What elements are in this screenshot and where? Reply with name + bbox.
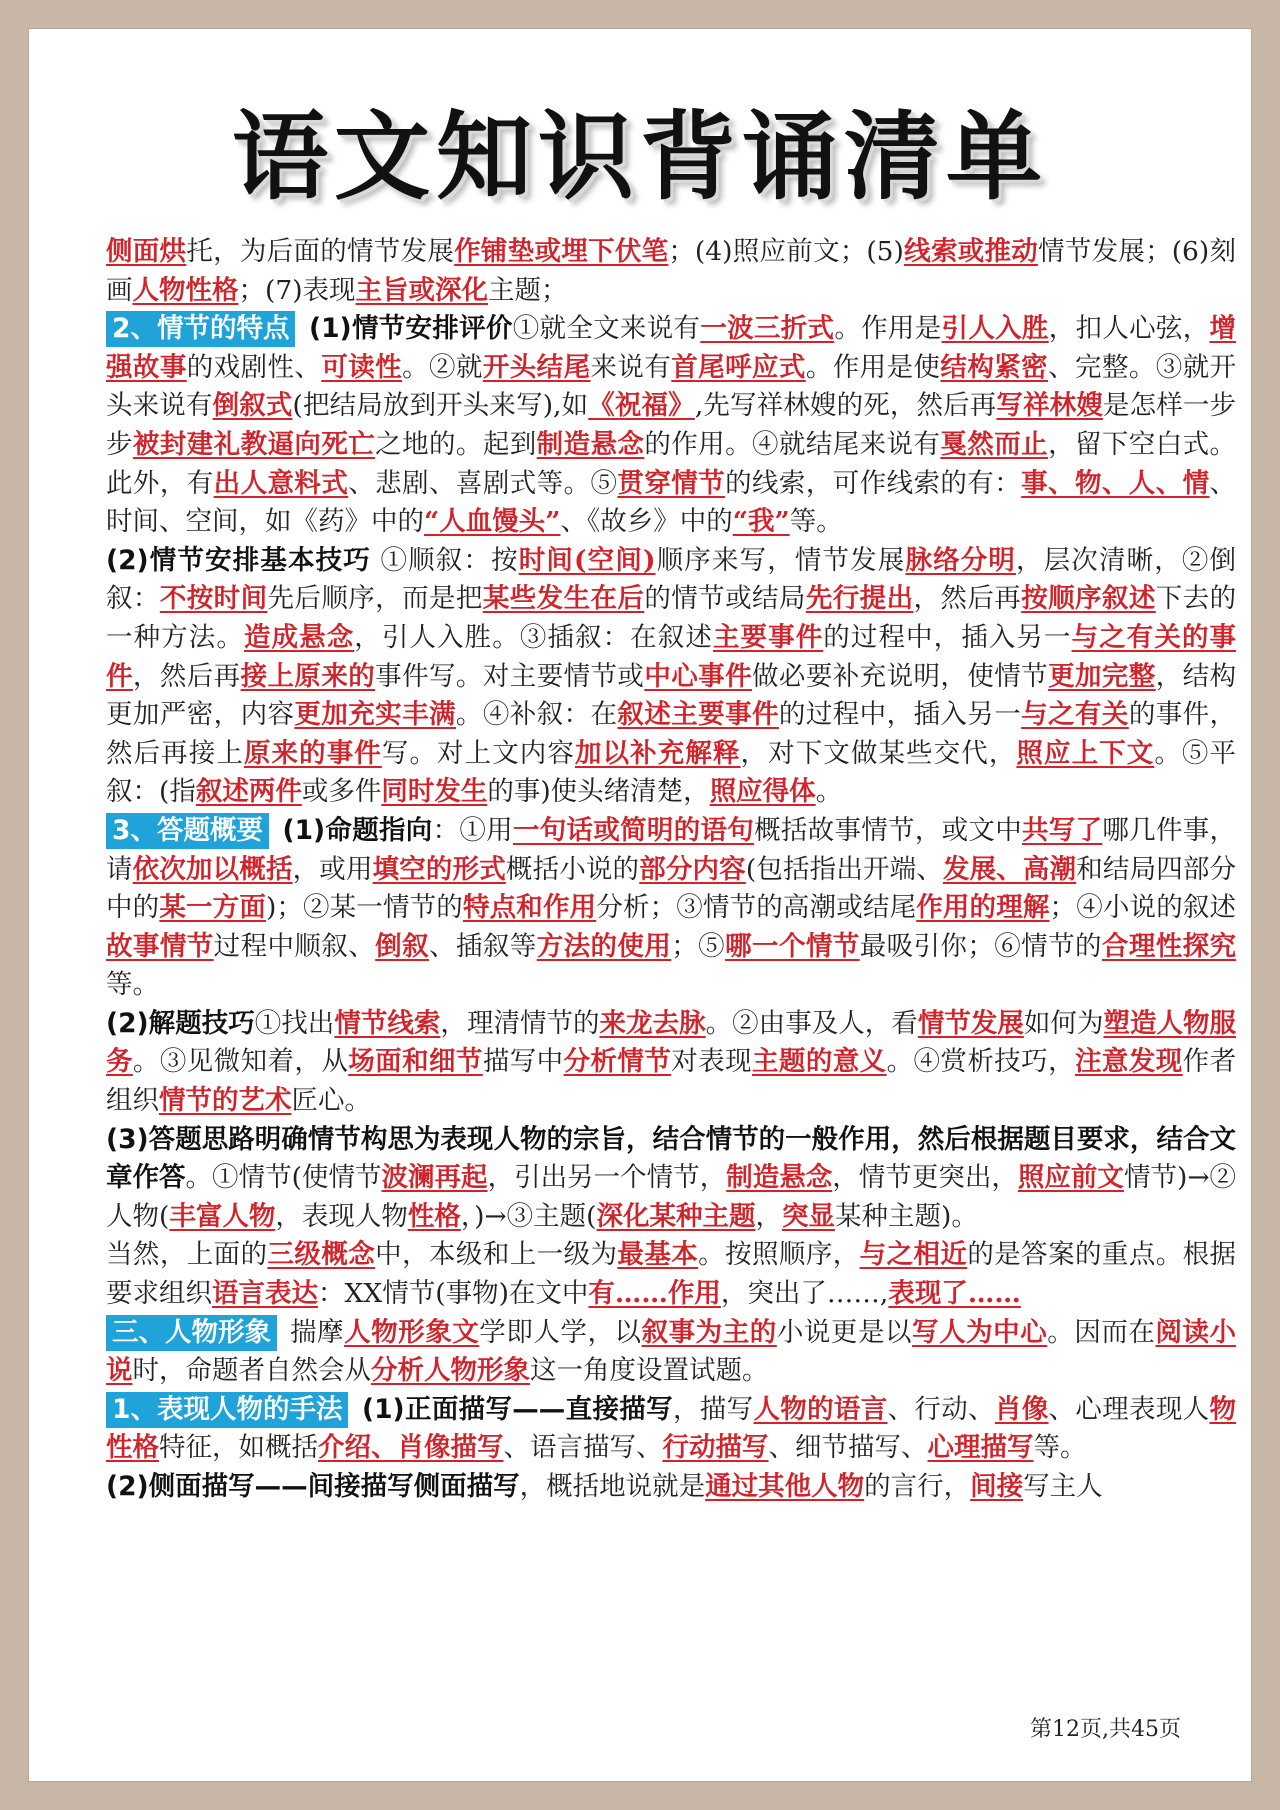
text-run: 。④补叙：在 bbox=[455, 699, 618, 731]
text-run: 的作用。④就结尾来说有 bbox=[644, 428, 941, 460]
key-phrase: 增强故事 bbox=[106, 313, 1237, 383]
key-phrase: 引人入胜 bbox=[941, 313, 1049, 345]
text-run: 分析；③情节的高潮或结尾 bbox=[596, 892, 917, 924]
text-run: 的过程中，插入另一 bbox=[823, 621, 1072, 653]
text-run: 。 bbox=[815, 776, 843, 808]
key-phrase: 更加充实丰满 bbox=[294, 699, 456, 731]
text-run: 的情节或结局 bbox=[644, 583, 806, 615]
key-phrase: 开头结尾 bbox=[482, 351, 591, 383]
key-phrase: 最基本 bbox=[617, 1239, 699, 1271]
key-phrase: 性格 bbox=[407, 1200, 461, 1232]
text-run: ，然后再 bbox=[132, 660, 241, 692]
key-phrase: 倒叙 bbox=[375, 930, 430, 962]
text-run: 来说有 bbox=[590, 351, 672, 383]
text-run: 顺序来写，情节发展 bbox=[655, 544, 906, 576]
section-tag: 2、情节的特点 bbox=[106, 311, 295, 347]
key-phrase: 不按时间 bbox=[159, 583, 268, 615]
text-run: 的戏剧性、 bbox=[186, 351, 322, 383]
text-run: ；④小说的叙述 bbox=[1049, 892, 1237, 924]
text-run: 。②就 bbox=[402, 351, 483, 383]
paragraph-3 bbox=[106, 542, 1236, 812]
key-phrase: 主题的意义 bbox=[752, 1046, 887, 1078]
key-phrase: 三级概念 bbox=[267, 1239, 376, 1271]
paragraph-4 bbox=[106, 812, 1236, 1005]
text-run: 的事)使头绪清楚， bbox=[487, 776, 710, 808]
text-run: 。按照顺序， bbox=[698, 1239, 860, 1271]
text-run: 等。 bbox=[106, 969, 159, 1001]
key-phrase: 叙事为主的 bbox=[641, 1316, 777, 1348]
key-phrase: 分析情节 bbox=[563, 1046, 672, 1078]
key-phrase: 造成悬念 bbox=[243, 621, 355, 653]
key-phrase: 更加完整 bbox=[1048, 660, 1156, 692]
key-phrase: 贯穿情节 bbox=[617, 467, 726, 499]
text-run: 中，本级和上一级为 bbox=[375, 1239, 618, 1271]
text-run: 是怎样一步步 bbox=[106, 390, 1237, 460]
key-phrase: 制造悬念 bbox=[726, 1162, 833, 1194]
paragraph-6 bbox=[106, 1121, 1236, 1237]
key-phrase: 语言表达 bbox=[212, 1278, 318, 1310]
text-run: 、心理表现人 bbox=[1048, 1393, 1210, 1425]
paragraph-8 bbox=[106, 1314, 1236, 1391]
key-phrase: 某些发生在后 bbox=[482, 583, 645, 615]
key-phrase: 分析人物形象 bbox=[371, 1355, 530, 1387]
text-run: 揣摩 bbox=[281, 1316, 345, 1348]
key-phrase: 间接 bbox=[970, 1471, 1024, 1502]
page-number: 第12页,共45页 bbox=[1030, 1717, 1181, 1742]
key-phrase: 情节的艺术 bbox=[159, 1085, 292, 1117]
text-run: 的线索，可作线索的有： bbox=[725, 467, 1022, 499]
text-run: 。①情节(使情节 bbox=[185, 1162, 382, 1194]
bold-heading: (1)命题指向 bbox=[272, 814, 433, 846]
text-run: 。作用是 bbox=[834, 313, 942, 345]
key-phrase: 人物性格 bbox=[132, 274, 239, 306]
key-phrase: 主要事件 bbox=[712, 621, 824, 653]
key-phrase: 深化某种主题 bbox=[596, 1200, 756, 1232]
key-phrase: 一句话或简明的语句 bbox=[512, 814, 755, 846]
key-phrase: 物性格 bbox=[106, 1393, 1237, 1464]
key-phrase: “我” bbox=[732, 506, 790, 538]
text-run: 概括故事情节，或文中 bbox=[754, 814, 1022, 846]
text-run: 当然，上面的 bbox=[106, 1239, 268, 1271]
key-phrase: 塑造人物服务 bbox=[106, 1007, 1237, 1078]
key-phrase: 照应上下文 bbox=[1016, 737, 1155, 769]
key-phrase: 填空的形式 bbox=[372, 853, 506, 885]
text-run: (把结局放到开头来写),如 bbox=[292, 390, 589, 422]
text-run: ：XX情节(事物)在文中 bbox=[318, 1278, 589, 1310]
key-phrase: 行动描写 bbox=[662, 1432, 769, 1464]
text-run: 事件写。对主要情节或 bbox=[375, 660, 645, 692]
key-phrase: 表现了…… bbox=[888, 1278, 1021, 1310]
key-phrase: 人物的语言 bbox=[753, 1393, 888, 1425]
section-tag: 三、人物形象 bbox=[106, 1315, 277, 1351]
key-phrase: 场面和细节 bbox=[348, 1046, 483, 1078]
key-phrase: 脉络分明 bbox=[905, 544, 1017, 576]
text-run: ，描写 bbox=[672, 1393, 754, 1425]
key-phrase: 叙述主要事件 bbox=[617, 699, 779, 731]
text-run: 情节发展；(6)刻画 bbox=[106, 236, 1237, 306]
key-phrase: 丰富人物 bbox=[169, 1200, 276, 1232]
key-phrase: 事、物、人、情 bbox=[1021, 467, 1210, 499]
key-phrase: 照应得体 bbox=[709, 776, 816, 808]
paragraph-5 bbox=[106, 1005, 1236, 1121]
text-run: 或多件 bbox=[301, 776, 382, 808]
key-phrase: 原来的事件 bbox=[243, 737, 382, 769]
content-body bbox=[106, 233, 1236, 1507]
text-run: 的事件，然后再接上 bbox=[106, 699, 1237, 769]
key-phrase: 肖像 bbox=[994, 1393, 1049, 1425]
page-title: 语文知识背诵清单 bbox=[232, 101, 1048, 213]
key-phrase: 结构紧密 bbox=[940, 351, 1049, 383]
key-phrase: 介绍、肖像描写 bbox=[318, 1432, 504, 1464]
text-run: 、悲剧、喜剧式等。⑤ bbox=[348, 467, 618, 499]
text-run: 。因而在 bbox=[1047, 1316, 1156, 1348]
text-run: 某种主题)。 bbox=[834, 1200, 978, 1232]
text-run: 、完整。③就开头来说有 bbox=[106, 351, 1237, 422]
text-run: 哪几件事，请 bbox=[106, 814, 1237, 885]
text-run: 主题； bbox=[488, 274, 568, 306]
text-run: 对表现 bbox=[671, 1046, 752, 1078]
text-run: 的言行， bbox=[864, 1471, 971, 1502]
key-phrase: 接上原来的 bbox=[240, 660, 376, 692]
key-phrase: 通过其他人物 bbox=[705, 1471, 865, 1502]
text-run: ，突出了……, bbox=[720, 1278, 889, 1310]
text-run: 、插叙等 bbox=[429, 930, 537, 962]
text-run: ；(7)表现 bbox=[238, 274, 356, 306]
text-run: ，对下文做某些交代， bbox=[740, 737, 1017, 769]
key-phrase: 故事情节 bbox=[106, 930, 214, 962]
text-run: 托，为后面的情节发展 bbox=[186, 236, 455, 267]
text-run: 小说更是以 bbox=[776, 1316, 913, 1348]
text-run: 。作用是使 bbox=[805, 351, 941, 383]
key-phrase: 倒叙式 bbox=[212, 390, 293, 422]
key-phrase: 作用的理解 bbox=[916, 892, 1050, 924]
text-run: 做必要补充说明，使情节 bbox=[752, 660, 1049, 692]
key-phrase: 人物形象文 bbox=[344, 1316, 480, 1348]
text-run: ，引出另一个情节， bbox=[487, 1162, 727, 1194]
paragraph-2 bbox=[106, 310, 1236, 542]
key-phrase: 写人为中心 bbox=[912, 1316, 1048, 1348]
key-phrase: 依次加以概括 bbox=[132, 853, 293, 885]
paragraph-10 bbox=[106, 1468, 1236, 1507]
section-tag: 1、表现人物的手法 bbox=[106, 1392, 348, 1428]
text-run: ，表现人物 bbox=[275, 1200, 408, 1232]
key-phrase: 时间(空间) bbox=[518, 544, 656, 576]
key-phrase: 首尾呼应式 bbox=[671, 351, 806, 383]
key-phrase: 线索或推动 bbox=[903, 236, 1039, 267]
text-run: 之地的。起到 bbox=[375, 428, 537, 460]
text-run: 。②由事及人，看 bbox=[705, 1007, 918, 1039]
text-run: 。④赏析技巧， bbox=[886, 1046, 1075, 1078]
key-phrase: 与之有关 bbox=[1021, 699, 1129, 731]
text-run: 匠心。 bbox=[291, 1085, 371, 1117]
key-phrase: “人血馒头” bbox=[424, 506, 561, 538]
key-phrase: 来龙去脉 bbox=[599, 1007, 706, 1039]
key-phrase: 作铺垫或埋下伏笔 bbox=[454, 236, 669, 267]
text-run: ， bbox=[755, 1200, 782, 1232]
text-run: 、《故乡》中的 bbox=[560, 506, 733, 538]
paragraph-7 bbox=[106, 1236, 1236, 1313]
page-sheet bbox=[28, 28, 1252, 1782]
key-phrase: 按顺序叙述 bbox=[1021, 583, 1156, 615]
text-run: ①顺叙：按 bbox=[370, 544, 519, 576]
text-run: 的是答案的重点。根据要求组织 bbox=[106, 1239, 1237, 1310]
text-run: 过程中顺叙、 bbox=[213, 930, 376, 962]
key-phrase: 部分内容 bbox=[639, 853, 746, 885]
key-phrase: 写祥林嫂 bbox=[996, 390, 1103, 422]
key-phrase: 照应前文 bbox=[1017, 1162, 1124, 1194]
key-phrase: 情节发展 bbox=[917, 1007, 1024, 1039]
key-phrase: 先行提出 bbox=[805, 583, 914, 615]
text-run: ①找出 bbox=[254, 1007, 335, 1039]
key-phrase: 心理描写 bbox=[927, 1432, 1034, 1464]
key-phrase: 《祝福》 bbox=[588, 390, 695, 422]
key-phrase: 叙述两件 bbox=[195, 776, 302, 808]
bold-heading: (1)正面描写——直接描写 bbox=[352, 1393, 673, 1425]
key-phrase: 与之有关的事件 bbox=[106, 621, 1237, 692]
bold-heading: (2)解题技巧 bbox=[106, 1007, 255, 1039]
text-run: ，或用 bbox=[292, 853, 373, 885]
text-run: ,先写祥林嫂的死，然后再 bbox=[694, 390, 997, 422]
key-phrase: 注意发现 bbox=[1074, 1046, 1183, 1078]
key-phrase: 突显 bbox=[781, 1200, 835, 1232]
text-run: 特征，如概括 bbox=[159, 1432, 318, 1464]
key-phrase: 情节线索 bbox=[334, 1007, 441, 1039]
key-phrase: 被封建礼教逼向死亡 bbox=[132, 428, 376, 460]
text-run: 、细节描写、 bbox=[768, 1432, 928, 1464]
text-run: 这一角度设置试题。 bbox=[530, 1355, 769, 1387]
text-run: 学即人学，以 bbox=[479, 1316, 642, 1348]
text-run: 和结局四部分中的 bbox=[106, 853, 1237, 924]
text-run: ，然后再 bbox=[913, 583, 1022, 615]
text-run: 写主人 bbox=[1023, 1471, 1103, 1502]
key-phrase: 侧面烘 bbox=[106, 236, 187, 267]
text-run: ：①用 bbox=[432, 814, 513, 846]
text-run: ，概括地说就是 bbox=[519, 1471, 706, 1502]
key-phrase: 戛然而止 bbox=[940, 428, 1049, 460]
key-phrase: 与之相近 bbox=[859, 1239, 968, 1271]
text-run: ①就全文来说有 bbox=[512, 313, 701, 345]
key-phrase: 特点和作用 bbox=[462, 892, 597, 924]
text-run: 概括小说的 bbox=[505, 853, 640, 885]
text-run: ，)→③主题( bbox=[460, 1200, 597, 1232]
key-phrase: 有……作用 bbox=[588, 1278, 721, 1310]
key-phrase: 中心事件 bbox=[644, 660, 752, 692]
text-run: ，结构更加严密，内容 bbox=[106, 660, 1237, 731]
text-run: ，理清情节的 bbox=[440, 1007, 600, 1039]
text-run: ，扣人心弦， bbox=[1048, 313, 1210, 345]
text-run: 、行动、 bbox=[887, 1393, 995, 1425]
text-run: ；⑤ bbox=[671, 930, 726, 962]
bold-heading: (2)情节安排基本技巧 bbox=[106, 544, 371, 576]
key-phrase: 主旨或深化 bbox=[355, 274, 489, 306]
key-phrase: 哪一个情节 bbox=[725, 930, 860, 962]
text-run: 作者组织 bbox=[106, 1046, 1237, 1117]
text-run: 写。对上文内容 bbox=[381, 737, 575, 769]
key-phrase: 出人意料式 bbox=[213, 467, 349, 499]
text-run: 先后顺序，而是把 bbox=[267, 583, 483, 615]
key-phrase: 共写了 bbox=[1022, 814, 1103, 846]
text-run: 。③见微知着，从 bbox=[132, 1046, 349, 1078]
text-run: 情节)→②人物( bbox=[106, 1162, 1237, 1232]
text-run: 描写中 bbox=[482, 1046, 564, 1078]
text-run: 、语言描写、 bbox=[503, 1432, 663, 1464]
text-run: ，情节更突出， bbox=[832, 1162, 1018, 1194]
text-run: 时，命题者自然会从 bbox=[132, 1355, 371, 1387]
key-phrase: 制造悬念 bbox=[536, 428, 645, 460]
section-tag: 3、答题概要 bbox=[106, 813, 269, 849]
key-phrase: 合理性探究 bbox=[1101, 930, 1237, 962]
text-run: ；(4)照应前文；(5) bbox=[668, 236, 904, 267]
text-run: ，层次清晰，②倒叙： bbox=[106, 544, 1237, 615]
key-phrase: 阅读小说 bbox=[106, 1316, 1237, 1387]
bold-heading: (1)情节安排评价 bbox=[299, 313, 513, 345]
text-run: 的过程中，插入另一 bbox=[778, 699, 1022, 731]
key-phrase: 某一方面 bbox=[159, 892, 266, 924]
text-run: 最吸引你；⑥情节的 bbox=[859, 930, 1102, 962]
text-run: )；②某一情节的 bbox=[265, 892, 463, 924]
key-phrase: 可读性 bbox=[321, 351, 403, 383]
bold-heading: (3)答题思路明确情节构思为表现人物的宗旨，结合情节的一般作用，然后根据题目要求，结合文章作答 bbox=[106, 1123, 1236, 1194]
text-run: 下去的一种方法。 bbox=[106, 583, 1237, 653]
text-run: 等。 bbox=[1033, 1432, 1087, 1464]
text-run: 、时间、空间，如《药》中的 bbox=[106, 467, 1237, 538]
text-run: (包括指出开端、 bbox=[745, 853, 943, 885]
paragraph-9 bbox=[106, 1391, 1236, 1468]
key-phrase: 发展、高潮 bbox=[942, 853, 1077, 885]
bold-heading: (2)侧面描写——间接描写侧面描写 bbox=[106, 1471, 520, 1502]
key-phrase: 方法的使用 bbox=[536, 930, 672, 962]
text-run: 如何为 bbox=[1023, 1007, 1104, 1039]
key-phrase: 同时发生 bbox=[381, 776, 488, 808]
text-run: 。⑤平叙：(指 bbox=[106, 737, 1237, 808]
text-run: ，留下空白式。此外，有 bbox=[106, 428, 1237, 499]
key-phrase: 波澜再起 bbox=[381, 1162, 488, 1194]
key-phrase: 加以补充解释 bbox=[575, 737, 741, 769]
text-run: ，引人入胜。③插叙：在叙述 bbox=[354, 621, 713, 653]
paragraph-1 bbox=[106, 233, 1236, 310]
text-run: 等。 bbox=[789, 506, 843, 538]
key-phrase: 一波三折式 bbox=[700, 313, 835, 345]
